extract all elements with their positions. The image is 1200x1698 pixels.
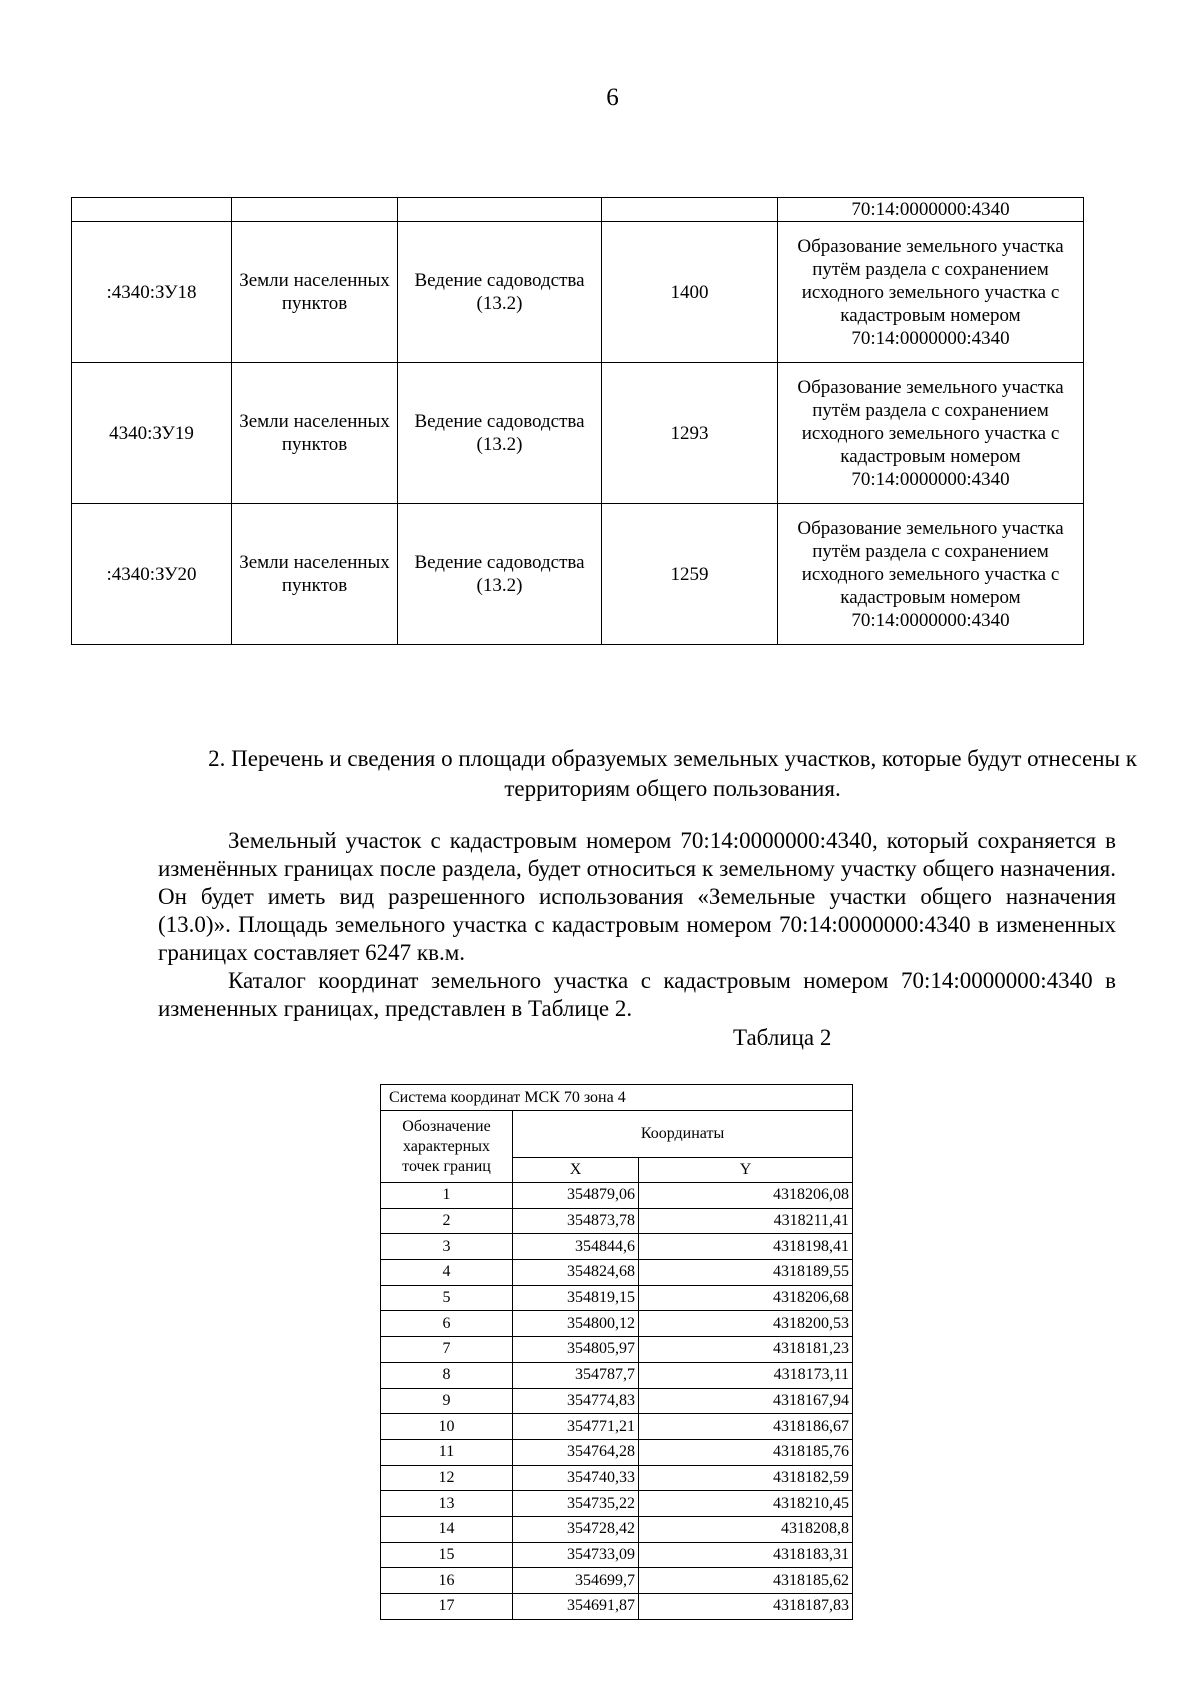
- table-row: [381, 1362, 853, 1388]
- plot-area: 1400: [602, 222, 778, 363]
- x-value: 354873,78: [513, 1208, 639, 1234]
- y-value: 4318183,31: [639, 1542, 853, 1568]
- x-value: 354819,15: [513, 1285, 639, 1311]
- point-number: 1: [381, 1183, 513, 1209]
- plot-id: :4340:ЗУ20: [72, 504, 232, 645]
- x-value: 354691,87: [513, 1594, 639, 1620]
- y-value: 4318200,53: [639, 1311, 853, 1337]
- page-number: 6: [606, 84, 619, 111]
- table-cell: [232, 198, 398, 222]
- table-row: [381, 1260, 853, 1286]
- y-value: 4318185,62: [639, 1568, 853, 1594]
- table-row: [381, 1388, 853, 1414]
- point-number: 12: [381, 1465, 513, 1491]
- formation-method: Образование земельного участка путём раздела с сохранением исходного земельного участка с кадастровым номером 70:14:0000000:4340: [778, 363, 1084, 504]
- plot-id: 4340:ЗУ19: [72, 363, 232, 504]
- table-row: [381, 1516, 853, 1542]
- paragraph-coordinate-catalog: Каталог координат земельного участка с кадастровым номером 70:14:0000000:4340 в измененных границах, представлен в Таблице 2.: [158, 968, 1116, 1021]
- table-row: [381, 1311, 853, 1337]
- point-number: 2: [381, 1208, 513, 1234]
- table-row: [381, 1208, 853, 1234]
- table-row: [381, 1183, 853, 1209]
- y-value: 4318208,8: [639, 1516, 853, 1542]
- table-row: [381, 1337, 853, 1363]
- table-row: [381, 1465, 853, 1491]
- point-number: 14: [381, 1516, 513, 1542]
- x-value: 354800,12: [513, 1311, 639, 1337]
- y-value: 4318181,23: [639, 1337, 853, 1363]
- section-title: 2. Перечень и сведения о площади образуемых земельных участков, которые будут отнесены к территориям общего пользования.: [208, 746, 1137, 801]
- table-row: [381, 1439, 853, 1465]
- permitted-use: Ведение садоводства (13.2): [398, 222, 602, 363]
- table-row: [381, 1285, 853, 1311]
- table-row: [381, 1234, 853, 1260]
- table-cell: [602, 198, 778, 222]
- paragraph-plot-description: Земельный участок с кадастровым номером 70:14:0000000:4340, который сохраняется в изменённых границах после раздела, будет относиться к земельному участку общего назначения. Он будет иметь вид разрешенного использования «Земельные участки общего назначения (13.0)». Площадь земельного участка с кадастровым номером 70:14:0000000:4340 в измененных границах составляет 6247 кв.м.: [158, 828, 1116, 965]
- y-value: 4318189,55: [639, 1260, 853, 1286]
- table-row: [72, 198, 1084, 222]
- y-value: 4318210,45: [639, 1491, 853, 1517]
- plot-id: :4340:ЗУ18: [72, 222, 232, 363]
- land-category: Земли населенных пунктов: [232, 363, 398, 504]
- x-value: 354774,83: [513, 1388, 639, 1414]
- x-value: 354844,6: [513, 1234, 639, 1260]
- table-cell: [72, 198, 232, 222]
- formation-method: Образование земельного участка путём раздела с сохранением исходного земельного участка с кадастровым номером 70:14:0000000:4340: [778, 222, 1084, 363]
- coordinates-header: Координаты: [513, 1111, 853, 1158]
- permitted-use: Ведение садоводства (13.2): [398, 504, 602, 645]
- land-plots-table: [71, 197, 1084, 645]
- table-row: [72, 222, 1084, 363]
- point-number: 4: [381, 1260, 513, 1286]
- plot-area: 1259: [602, 504, 778, 645]
- x-value: 354699,7: [513, 1568, 639, 1594]
- y-value: 4318206,68: [639, 1285, 853, 1311]
- y-value: 4318206,08: [639, 1183, 853, 1209]
- x-value: 354879,06: [513, 1183, 639, 1209]
- table-row: [381, 1568, 853, 1594]
- x-value: 354824,68: [513, 1260, 639, 1286]
- table-header-row: [381, 1111, 853, 1158]
- table-row: [72, 363, 1084, 504]
- point-number: 8: [381, 1362, 513, 1388]
- y-value: 4318167,94: [639, 1388, 853, 1414]
- table-cell: 70:14:0000000:4340: [778, 198, 1084, 222]
- coordinate-system: Система координат МСК 70 зона 4: [381, 1085, 853, 1111]
- point-number: 6: [381, 1311, 513, 1337]
- x-value: 354740,33: [513, 1465, 639, 1491]
- land-category: Земли населенных пунктов: [232, 504, 398, 645]
- table-header-row: [381, 1085, 853, 1111]
- y-value: 4318198,41: [639, 1234, 853, 1260]
- y-value: 4318182,59: [639, 1465, 853, 1491]
- point-number: 10: [381, 1414, 513, 1440]
- x-value: 354787,7: [513, 1362, 639, 1388]
- table-row: [72, 504, 1084, 645]
- y-value: 4318186,67: [639, 1414, 853, 1440]
- point-number: 5: [381, 1285, 513, 1311]
- land-category: Земли населенных пунктов: [232, 222, 398, 363]
- point-number: 11: [381, 1439, 513, 1465]
- y-value: 4318187,83: [639, 1594, 853, 1620]
- x-value: 354728,42: [513, 1516, 639, 1542]
- table-row: [381, 1594, 853, 1620]
- point-number: 3: [381, 1234, 513, 1260]
- point-number: 17: [381, 1594, 513, 1620]
- coordinates-table: [380, 1084, 853, 1620]
- point-label-header: Обозначение характерных точек границ: [381, 1111, 513, 1183]
- y-value: 4318185,76: [639, 1439, 853, 1465]
- point-number: 13: [381, 1491, 513, 1517]
- formation-method: Образование земельного участка путём раздела с сохранением исходного земельного участка с кадастровым номером 70:14:0000000:4340: [778, 504, 1084, 645]
- y-header: Y: [639, 1158, 853, 1183]
- x-value: 354805,97: [513, 1337, 639, 1363]
- permitted-use: Ведение садоводства (13.2): [398, 363, 602, 504]
- x-value: 354735,22: [513, 1491, 639, 1517]
- plot-area: 1293: [602, 363, 778, 504]
- x-value: 354733,09: [513, 1542, 639, 1568]
- point-number: 9: [381, 1388, 513, 1414]
- x-value: 354764,28: [513, 1439, 639, 1465]
- table-cell: [398, 198, 602, 222]
- x-value: 354771,21: [513, 1414, 639, 1440]
- point-number: 16: [381, 1568, 513, 1594]
- x-header: X: [513, 1158, 639, 1183]
- table-row: [381, 1491, 853, 1517]
- y-value: 4318211,41: [639, 1208, 853, 1234]
- point-number: 7: [381, 1337, 513, 1363]
- table-row: [381, 1414, 853, 1440]
- y-value: 4318173,11: [639, 1362, 853, 1388]
- table-row: [381, 1542, 853, 1568]
- point-number: 15: [381, 1542, 513, 1568]
- table-caption: Таблица 2: [733, 1025, 832, 1050]
